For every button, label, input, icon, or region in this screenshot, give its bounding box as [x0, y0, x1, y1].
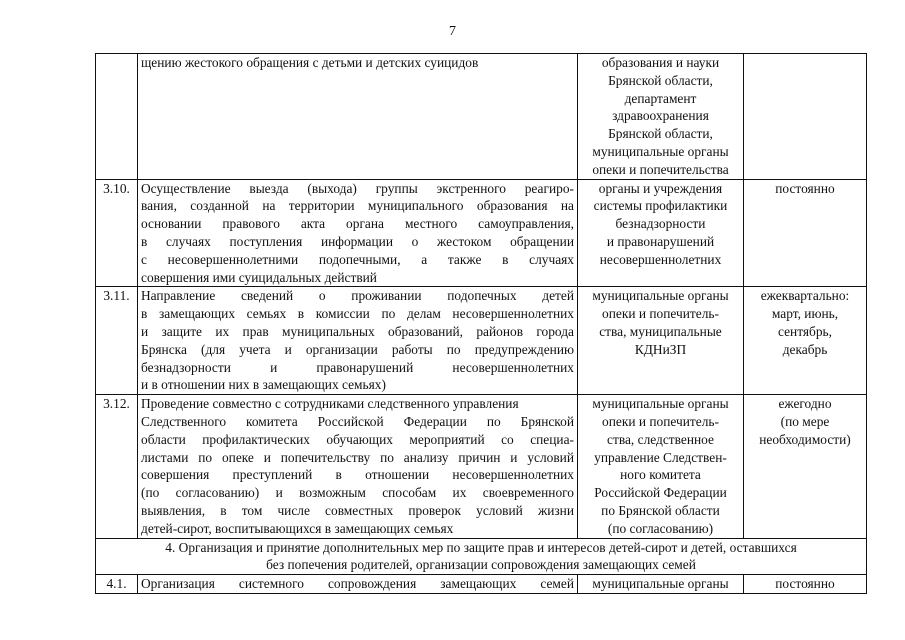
responsible-text: Российской Федерации: [594, 485, 727, 501]
table-row: [96, 575, 867, 594]
row-number: 3.12.: [96, 395, 138, 538]
responsible-text: управление Следствен-: [594, 449, 727, 465]
activity-text: Брянска (для учета и организации работы по предупреждению: [141, 341, 574, 357]
responsible-text: муниципальные органы: [592, 143, 729, 159]
timing-text: (по мере: [780, 413, 830, 429]
responsible-text: Брянской области,: [608, 126, 713, 142]
responsible-text: ства, муниципальные: [599, 323, 722, 339]
timing-text: март, июнь,: [771, 306, 839, 322]
activity-text: совершения преступлений в отношении несовершеннолетних: [141, 467, 574, 483]
section-heading-text: без попечения родителей, организации сопровождения замещающих семей: [266, 557, 696, 573]
activity-text: (по согласованию) и возможным способам их своевременного: [141, 485, 574, 501]
responsible-text: (по согласованию): [607, 520, 714, 536]
timing-text: необходимости): [759, 431, 851, 447]
activity-text: щению жестокого обращения с детьми и детских суицидов: [141, 55, 479, 70]
responsible-text: и правонарушений: [606, 233, 715, 249]
activity-text: Проведение совместно с сотрудниками следственного управления: [141, 396, 519, 412]
responsible-text: опеки и попечительства: [592, 161, 729, 177]
timing-text: ежеквартально:: [760, 288, 850, 304]
row-number: [96, 54, 138, 180]
responsible-text: департамент: [624, 90, 697, 106]
activity-text: области профилактических обучающих мероприятий со специа-: [141, 431, 574, 447]
row-number: 3.11.: [96, 287, 138, 395]
responsible-text: образования и науки: [601, 55, 720, 70]
activity-text: Направление сведений о проживании подопечных детей: [141, 288, 574, 304]
responsible-cell: [578, 179, 744, 287]
activity-text: листами по опеке и попечительству по анализу причин и условий: [141, 449, 574, 465]
activity-cell: [138, 54, 578, 180]
page-number: 7: [449, 24, 456, 39]
row-number: 3.10.: [96, 179, 138, 287]
timing-text: декабрь: [782, 341, 828, 357]
responsible-cell: [578, 575, 744, 594]
activity-text: Организация системного сопровождения замещающих семей: [141, 576, 574, 592]
activity-text: в замещающих семьях в комиссии по делам несовершеннолетних: [141, 306, 574, 322]
responsible-text: несовершеннолетних: [599, 251, 722, 267]
activity-cell: [138, 179, 578, 287]
activity-text: в случаях поступления информации о жестоком обращении: [141, 233, 574, 249]
activity-text: и защите их прав муниципальных образований, районов города: [141, 323, 574, 339]
responsible-cell: [578, 395, 744, 538]
timing-cell: [744, 287, 867, 395]
activity-cell: [138, 395, 578, 538]
responsible-text: ства, следственное: [607, 431, 714, 447]
timing-cell: [744, 575, 867, 594]
responsible-cell: [578, 287, 744, 395]
responsible-text: системы профилактики: [593, 198, 728, 214]
responsible-text: опеки и попечитель-: [602, 413, 719, 429]
activity-cell: [138, 287, 578, 395]
activity-text: безнадзорности и правонарушений несовершеннолетних: [141, 359, 574, 375]
activity-cell: [138, 575, 578, 594]
responsible-text: муниципальные органы: [592, 288, 729, 304]
responsible-text: здравоохранения: [612, 108, 709, 124]
row-number: 4.1.: [96, 575, 138, 594]
activity-text: и в отношении них в замещающих семьях): [141, 377, 386, 393]
timing-text: постоянно: [775, 180, 835, 196]
section-heading-text: 4. Организация и принятие дополнительных мер по защите прав и интересов детей-сирот и детей, оставшихся: [165, 539, 797, 555]
section-heading-row: [96, 538, 867, 575]
responsible-cell: [578, 54, 744, 180]
section-heading: [96, 538, 867, 575]
activity-text: вания, созданной на территории муниципального образования на: [141, 198, 574, 214]
responsible-text: ного комитета: [620, 467, 701, 483]
timing-text: постоянно: [775, 576, 835, 592]
responsible-text: муниципальные органы: [592, 396, 729, 412]
activity-text: Осуществление выезда (выхода) группы экстренного реагиро-: [141, 180, 574, 196]
timing-cell: [744, 395, 867, 538]
timing-cell: [744, 179, 867, 287]
responsible-text: Брянской области,: [608, 72, 713, 88]
responsible-text: опеки и попечитель-: [602, 306, 719, 322]
activity-text: детей-сирот, воспитывающихся в замещающих семьях: [141, 520, 454, 536]
measures-table: [95, 53, 867, 594]
table-row: [96, 395, 867, 538]
responsible-text: безнадзорности: [615, 216, 706, 232]
responsible-text: органы и учреждения: [598, 180, 723, 196]
timing-cell: [744, 54, 867, 180]
activity-text: выявления, в том числе совместных проверок условий жизни: [141, 502, 574, 518]
activity-text: совершения ими суицидальных действий: [141, 269, 377, 285]
timing-text: сентябрь,: [777, 323, 832, 339]
activity-text: с несовершеннолетними подопечными, а также в случаях: [141, 251, 574, 267]
activity-text: основании правового акта органа местного самоуправления,: [141, 216, 574, 232]
timing-text: ежегодно: [778, 396, 832, 412]
table-row: [96, 179, 867, 287]
table-row: [96, 287, 867, 395]
responsible-text: КДНиЗП: [634, 341, 687, 357]
table-row: [96, 54, 867, 180]
responsible-text: по Брянской области: [601, 502, 720, 518]
activity-text: Следственного комитета Российской Федерации по Брянской: [141, 413, 574, 429]
responsible-text: муниципальные органы: [592, 576, 729, 592]
